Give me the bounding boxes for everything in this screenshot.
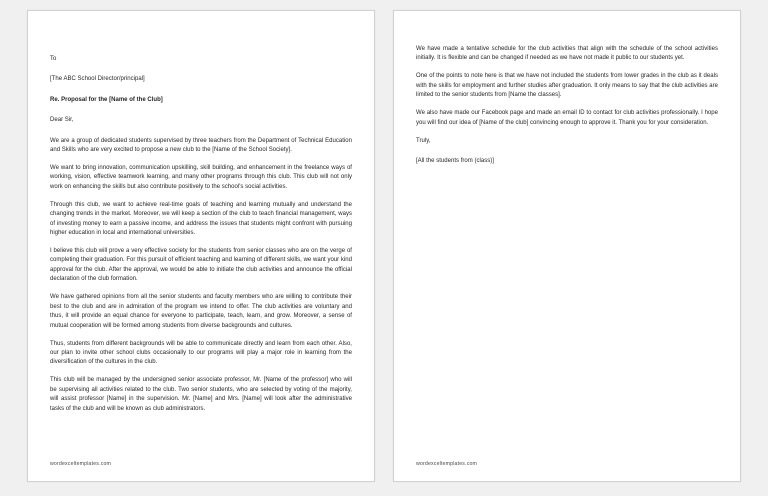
paragraph-2: We want to bring innovation, communication upskilling, skill building, and enhancement in the freelance ways of working, vision, effective teamwork learning, and many other programs through this club. This club will not only work on enhancing the skills but also contribute positively to the school's social activities. — [50, 165, 352, 190]
paragraph-9: One of the points to note here is that we have not included the students from lower grades in the club as it deals with the skills for employment and further studies after graduation. It only means to say that the club activities are limited to the senior students from [Name the classes]. — [416, 73, 718, 99]
paragraph-7: This club will be managed by the undersigned senior associate professor, Mr. [Name of the professor] who will be supervising all activities related to the club. Two senior students, who are selected by voting of the majority, will assist professor [Name] in the supervision. Mr. [Name] and Mrs. [Name] will look after the administrative tasks of the club and will be known as club administrators. — [50, 377, 352, 412]
paragraph-4: I believe this club will prove a very effective society for the students from senior classes who are on the verge of completing their graduation. For this pursuit of efficient teaching and learning of different skills, we want your kind approval for the club. After the approval, we would be able to initiate the club activities and announce the official declaration of the club formation. — [50, 248, 352, 283]
page-1-content — [50, 55, 352, 481]
document-page-1[interactable] — [27, 10, 375, 482]
paragraph-5: We have gathered opinions from all the senior students and faculty members who are willing to contribute their best to the club and are in admiration of the program we intend to offer. The club activities are voluntary and thus, it will provide an equal chance for everyone to participate, teach, learn, and grow. Moreover, a sense of mutual cooperation will be formed among students from diverse backgrounds and cultures. — [50, 294, 352, 329]
signature-line: [All the students from (class)] — [416, 158, 494, 165]
paragraph-6: Thus, students from different backgrounds will be able to communicate directly and learn from each other. Also, our plan to invite other school clubs occasionally to our programs will play a major role in learning from the diversification of the cultures in the club. — [50, 340, 352, 366]
paragraph-10: We also have made our Facebook page and made an email ID to contact for club activities professionally. I hope you will find our idea of [Name of the club] convincing enough to approve it. Thank you for your consideration. — [416, 110, 718, 126]
recipient-line-to: To — [50, 56, 57, 62]
closing-line: Truly, — [416, 137, 431, 144]
salutation-line: Dear Sir, — [50, 117, 74, 124]
subject-line: Re. Proposal for the [Name of the Club] — [50, 96, 163, 103]
watermark-page-2: wordexceltemplates.com — [416, 461, 478, 467]
paragraph-3: Through this club, we want to achieve real-time goals of teaching and learning mutually and understand the changing trends in the market. Moreover, we will keep a section of the club to teach financial management, ways of investing money to earn a passive income, and address the issues that students might confront with pursuing higher education in local and international universities. — [50, 201, 352, 237]
watermark-page-1: wordexceltemplates.com — [50, 461, 112, 467]
paragraph-1: We are a group of dedicated students supervised by three teachers from the Department of Technical Education and Skills who are very excited to propose a new club to the [Name of the School Society]. — [50, 137, 352, 154]
recipient-line-name: [The ABC School Director/principal] — [50, 76, 145, 83]
document-page-2[interactable] — [393, 10, 741, 482]
page-2-content — [416, 45, 718, 481]
paragraph-8: We have made a tentative schedule for the club activities that align with the schedule of the school activities initially. It is flexible and can be changed if needed as we have not made it public to our students yet. — [416, 46, 718, 62]
